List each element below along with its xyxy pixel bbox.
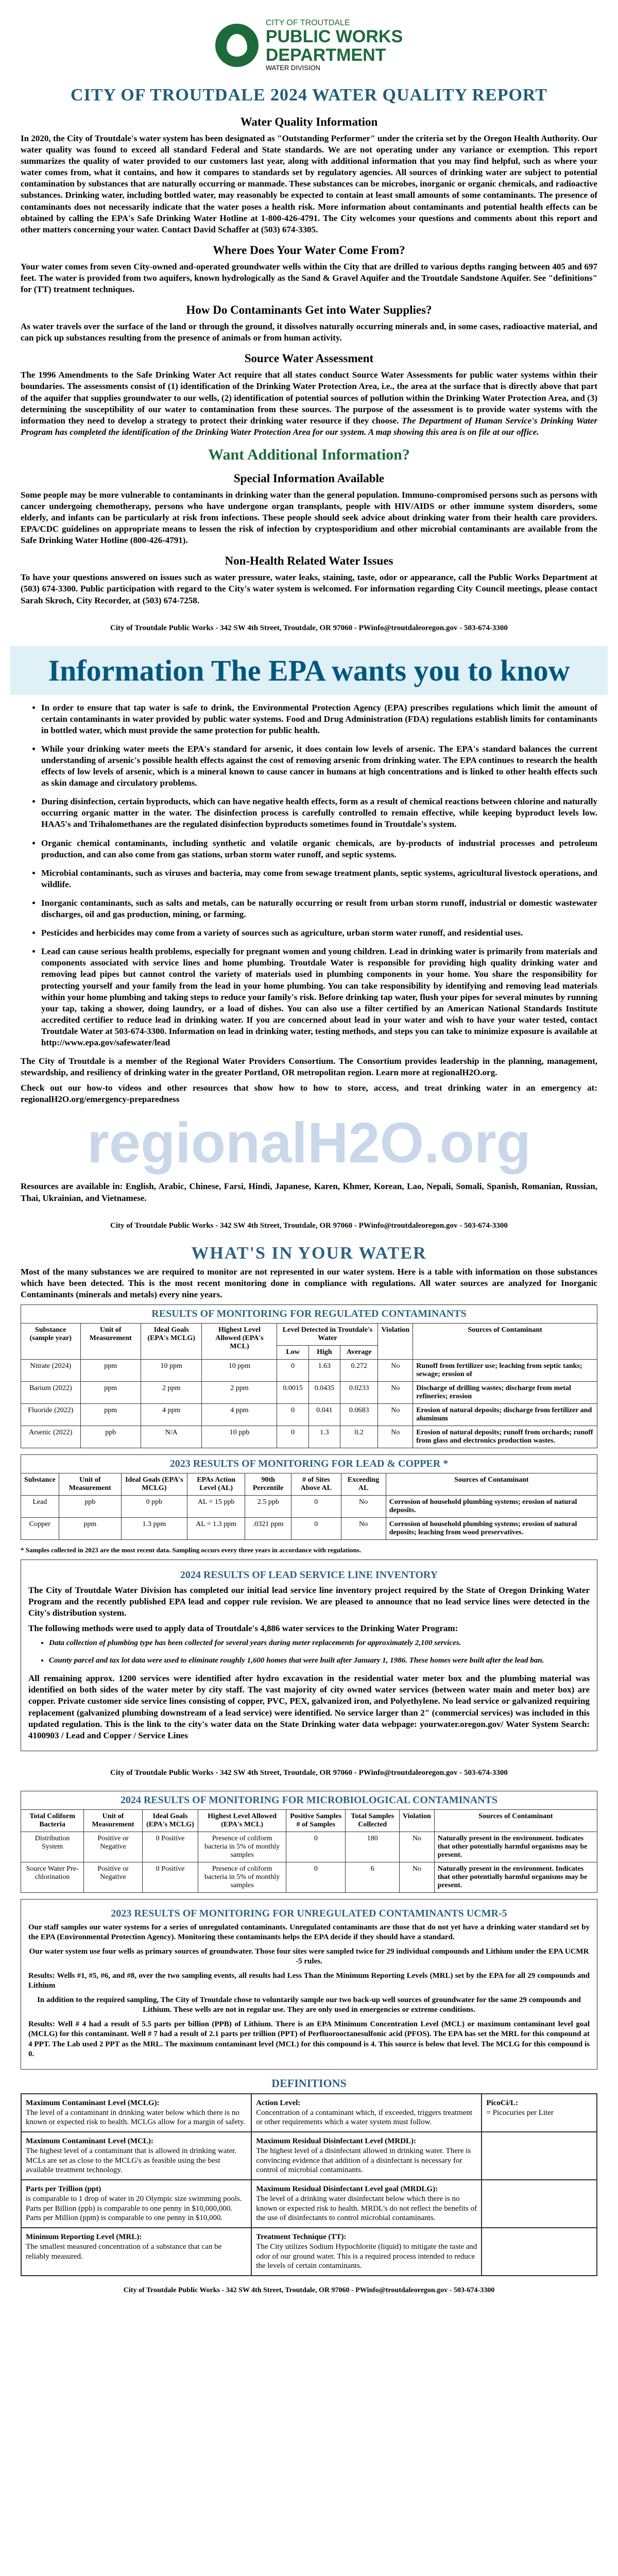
table-cell: Arsenic (2022)	[21, 1426, 81, 1448]
table-cell: 1.63	[308, 1359, 340, 1381]
definition-cell	[21, 2228, 251, 2276]
nonhealth-heading: Non-Health Related Water Issues	[225, 554, 393, 568]
col-header: Positive Samples # of Samples	[286, 1809, 346, 1832]
lsl-item: • Data collection of plumbing type has been collected for several years during meter replacements for approximately 2,100 services.	[49, 1638, 590, 1649]
ucmr-caption: 2023 RESULTS OF MONITORING FOR UNREGULATED CONTAMINANTS UCMR-5	[111, 1907, 507, 1919]
table-cell: N/A	[141, 1426, 202, 1448]
col-header: Low	[277, 1345, 308, 1359]
table-cell: Presence of coliform bacteria in 5% of monthly samples	[198, 1832, 286, 1862]
table-cell: 0	[277, 1403, 308, 1426]
table-row	[21, 1381, 597, 1403]
col-header: EPAs Action Level (AL)	[187, 1473, 245, 1495]
table-cell: ppm	[80, 1403, 141, 1426]
col-header: Violation	[400, 1809, 435, 1832]
table-cell: Positive or Negative	[84, 1832, 143, 1862]
lsl-section	[21, 1560, 597, 1751]
table-cell: Lead	[21, 1495, 59, 1517]
table-cell: .0321 ppm	[245, 1517, 291, 1539]
source-heading: Where Does Your Water Come From?	[213, 243, 405, 257]
ucmr-p2: Our water system use four wells as primary sources of groundwater. Those four sites were sampled twice for 29 individual compounds and Lithium under the EPA UCMR -5 rules.	[29, 1947, 589, 1966]
table-cell: No	[378, 1359, 413, 1381]
table-cell: Source Water Pre-chlorination	[21, 1862, 84, 1892]
table-row	[21, 1403, 597, 1426]
col-header: Sources of Contaminant	[413, 1323, 597, 1359]
table-cell: Naturally present in the environment. Indicates that other potentially harmful organisms may be present.	[434, 1832, 597, 1862]
regulated-caption: RESULTS OF MONITORING FOR REGULATED CONTAMINANTS	[21, 1304, 597, 1323]
table-cell: 6	[346, 1862, 400, 1892]
col-header: Highest Level Allowed (EPA's MCL)	[202, 1323, 277, 1359]
table-cell: No	[400, 1832, 435, 1862]
report-title: CITY OF TROUTDALE 2024 WATER QUALITY REPORT	[71, 86, 547, 105]
table-cell: 0	[291, 1517, 341, 1539]
want-heading: Want Additional Information?	[208, 446, 410, 463]
col-header: Substance	[21, 1473, 59, 1495]
contact-line: City of Troutdale Public Works - 342 SW 4th Street, Troutdale, OR 97060 - PWinfo@troutdaleoregon.gov - 503-674-3300	[123, 2286, 495, 2295]
table-cell: 1.3	[308, 1426, 340, 1448]
table-cell: 0.2	[340, 1426, 378, 1448]
table-cell: ppm	[80, 1359, 141, 1381]
table-cell: 0	[286, 1862, 346, 1892]
swa-body: The 1996 Amendments to the Safe Drinking Water Act require that all states conduct Source Water Assessments for public water systems within their boundaries. The assessments consist of (1) identification of the Drinking Water Protection Area, i.e., the area at the surface that is directly above that part of the aquifer that supplies groundwater to our wells, (2) identification of potential sources of pollution within the Drinking Water Protection Area, and (3) determining the susceptibility of our water to contamination from these sources. The purpose of the assessment is to provide water systems with the information they need to develop a strategy to protect their drinking water resource if they choose. The Department of Human Service's Drinking Water Program has completed the identification of the Drinking Water Protection Area for our system. A map showing this area is on file at our office.	[21, 370, 597, 437]
epa-item: • Microbial contaminants, such as viruses and bacteria, may come from sewage treatment plants, septic systems, agricultural livestock operations, and wildlife.	[41, 868, 597, 890]
table-row	[21, 1517, 597, 1539]
wiy-intro: Most of the many substances we are required to monitor are not represented in our water system. Here is a table with information on those substances which have been detected. This is the most recent monitoring done in compliance with regulations. All water sources are analyzed for Inorganic Contaminants (minerals and metals) every nine years.	[21, 1266, 597, 1299]
epa-item: • Organic chemical contaminants, including synthetic and volatile organic chemicals, are by-products of industrial processes and petroleum production, and can also come from gas stations, urban storm water runoff, and septic systems.	[41, 838, 597, 860]
col-header: Unit of Measurement	[84, 1809, 143, 1832]
col-header: Unit of Measurement	[59, 1473, 121, 1495]
col-header: Sources of Contaminant	[434, 1809, 597, 1832]
table-cell: Erosion of natural deposits; discharge from fertilizer and aluminum	[413, 1403, 597, 1426]
wqi-heading: Water Quality Information	[240, 115, 378, 128]
definition-text: The level of a drinking water disinfectant below which there is no known or expected risk to health. MRDL's do not reflect the benefits of the use of disinfectants to control microbial contaminants.	[256, 2194, 477, 2223]
contam-body: As water travels over the surface of the land or through the ground, it dissolves naturally occurring minerals and, in some cases, radioactive material, and can pick up substances resulting from the presence of animals or from human activity.	[21, 321, 597, 343]
definitions-heading: DEFINITIONS	[271, 2076, 347, 2090]
lsl-p2: The following methods were used to apply data of Troutdale's 4,886 water services to the Drinking Water Program:	[28, 1623, 458, 1634]
source-body: Your water comes from seven City-owned and-operated groundwater wells within the City that are drilled to various depths ranging between 405 and 697 feet. The water is provided from two aquifers, known hydrologically as the Sand & Gravel Aquifer and the Troutdale Sandstone Aquifer. See "definitions" for (TT) treatment techniques.	[21, 261, 597, 295]
definition-cell	[251, 2094, 482, 2132]
col-header: Total Samples Collected	[346, 1809, 400, 1832]
definition-cell	[482, 2094, 597, 2132]
definition-term: Maximum Residual Disinfectant Level goal (MRDLG):	[256, 2185, 438, 2194]
definition-cell	[482, 2228, 597, 2276]
definition-term: Parts per Trillion (ppt)	[26, 2185, 101, 2194]
report-page	[21, 0, 597, 2295]
table-row	[21, 1832, 597, 1862]
definition-term: Maximum Residual Disinfectant Level (MRDL):	[256, 2137, 416, 2146]
lsl-p3: All remaining approx. 1200 services were identified after hydro excavation in the residential water meter box and the plumbing material was identified on both sides of the water meter by city staff. The vast majority of city owned water services (between water main and meter box) are copper. Private customer side service lines consisting of copper, PVC, PEX, galvanized iron, and Polyethylene. No lead service or galvanized requiring replacement (galvanized plumbing downstream of a lead service) were identified. No service larger than 2" (commercial services) was included in this updated regulation. This is the link to the city's water data on the State Drinking water data webpage: yourwater.oregon.gov/ Water System Search: 4100903 / Lead and Copper / Service Lines	[28, 1673, 590, 1740]
table-cell: 0	[291, 1495, 341, 1517]
definition-cell	[482, 2132, 597, 2180]
col-header: Ideal Goals (EPA's MCLG)	[141, 1323, 202, 1359]
table-cell: 1.3 ppm	[121, 1517, 187, 1539]
ucmr-p3: In addition to the required sampling, The City of Troutdale chose to voluntarily sample our two back-up well sources of groundwater for the same 29 compounds and Lithium. These wells are not in regular use. They are only used in emergencies or extreme conditions.	[37, 1995, 581, 2014]
special-body: Some people may be more vulnerable to contaminants in drinking water than the general population. Immuno-compromised persons such as persons with cancer undergoing chemotherapy, persons who have undergone organ transplants, people with HIV/AIDS or other immune system disorders, some elderly, and infants can be particularly at risk from infections. These people should seek advice about drinking water from their health care providers. EPA/CDC guidelines on appropriate means to lessen the risk of infection by cryptosporidium and other microbial contaminants are available from the Safe Drinking Water Hotline (800-426-4791).	[21, 489, 597, 546]
col-header: Violation	[378, 1323, 413, 1359]
table-cell: 2 ppm	[202, 1381, 277, 1403]
public-works-logo	[21, 14, 597, 76]
definition-text: The smallest measured concentration of a substance that can be reliably measured.	[26, 2242, 222, 2261]
contam-heading: How Do Contaminants Get into Water Supplies?	[186, 303, 432, 317]
table-cell: 0.0435	[308, 1381, 340, 1403]
logo-line1: CITY OF TROUTDALE	[265, 19, 350, 28]
table-cell: Discharge of drilling wastes; discharge from metal refineries; erosion	[413, 1381, 597, 1403]
table-cell: Fluoride (2022)	[21, 1403, 81, 1426]
table-cell: No	[378, 1426, 413, 1448]
col-header: Level Detected in Troutdale's Water	[277, 1323, 378, 1345]
table-cell: No	[400, 1862, 435, 1892]
col-header: Sources of Contaminant	[386, 1473, 597, 1495]
micro-table	[21, 1791, 597, 1893]
definition-term: Action Level:	[256, 2098, 301, 2107]
logo-line3: DEPARTMENT	[265, 45, 386, 65]
definition-text: = Picocuries per Liter	[486, 2108, 554, 2117]
epa-item: • In order to ensure that tap water is safe to drink, the Environmental Protection Agency (EPA) prescribes regulations which limit the amount of certain contaminants in water provided by public water systems. Food and Drug Administration (FDA) regulations establish limits for contaminants in bottled water, which must provide the same protection for public health.	[41, 702, 597, 736]
definition-term: Treatment Technique (TT):	[256, 2233, 347, 2242]
micro-caption: 2024 RESULTS OF MONITORING FOR MICROBIOLOGICAL CONTAMINANTS	[21, 1791, 597, 1809]
ucmr-section	[21, 1899, 597, 2070]
table-cell: 0 Positive	[142, 1862, 198, 1892]
table-cell: Corrosion of household plumbing systems; erosion of natural deposits.	[386, 1495, 597, 1517]
definition-cell	[251, 2132, 482, 2180]
wiy-heading: WHAT'S IN YOUR WATER	[191, 1243, 427, 1263]
regional-p2: Check out our how-to videos and other resources that show how to how to store, access, and treat drinking water in an emergency at: regionalH2O.org/emergency-preparedness	[21, 1083, 597, 1105]
definition-term: PicoCi/L:	[486, 2098, 519, 2107]
water-drop-icon	[215, 24, 259, 67]
table-cell: ppb	[59, 1495, 121, 1517]
table-cell: 0.272	[340, 1359, 378, 1381]
col-header: Ideal Goals (EPA's MCLG)	[142, 1809, 198, 1832]
table-cell: ppm	[59, 1517, 121, 1539]
definition-cell	[251, 2228, 482, 2276]
table-cell: 2.5 ppb	[245, 1495, 291, 1517]
col-header: Highest Level Allowed (EPA's MCL)	[198, 1809, 286, 1832]
definition-text: is comparable to 1 drop of water in 20 Olympic size swimming pools. Parts per Billion (ppb) is comparable to one penny in $10,000,000. Parts per Million (ppm) is comparable to one penny in $10,000.	[26, 2194, 242, 2223]
definition-term: Minimum Reporting Level (MRL):	[26, 2233, 142, 2242]
table-row	[21, 1862, 597, 1892]
table-cell: 10 ppm	[141, 1359, 202, 1381]
contact-line: City of Troutdale Public Works - 342 SW 4th Street, Troutdale, OR 97060 - PWinfo@troutdaleoregon.gov - 503-674-3300	[110, 1221, 508, 1230]
table-cell: 0 ppb	[121, 1495, 187, 1517]
definition-cell	[482, 2180, 597, 2228]
col-header: Ideal Goals (EPA's MCLG)	[121, 1473, 187, 1495]
definition-text: The level of a contaminant in drinking water below which there is no known or expected risk to health. MCLGs allow for a margin of safety.	[26, 2108, 246, 2127]
col-header: # of Sites Above AL	[291, 1473, 341, 1495]
table-cell: AL = 1.3 ppm	[187, 1517, 245, 1539]
definition-cell	[21, 2132, 251, 2180]
table-cell: 0	[286, 1832, 346, 1862]
table-cell: Copper	[21, 1517, 59, 1539]
ucmr-results: Results: Wells #1, #5, #6, and #8, over the two sampling events, all results had Less Than the Minimum Reporting Levels (MRL) set by the EPA for all 29 compounds and Lithium	[28, 1971, 590, 1990]
table-cell: ppb	[80, 1426, 141, 1448]
table-cell: 0.0233	[340, 1381, 378, 1403]
logo-line2: PUBLIC WORKS	[265, 26, 403, 46]
definition-cell	[21, 2180, 251, 2228]
epa-item: • Inorganic contaminants, such as salts and metals, can be naturally occurring or result from urban storm runoff, industrial or domestic wastewater discharges, oil and gas production, mining, or farming.	[41, 897, 597, 920]
definition-text: The City utilizes Sodium Hypochlorite (liquid) to mitigate the taste and odor of our ground water. This is a required process intended to reduce the levels of certain contaminants.	[256, 2242, 477, 2270]
definition-term: Maximum Contaminant Level (MCLG):	[26, 2098, 160, 2107]
table-row	[21, 1495, 597, 1517]
epa-list	[21, 702, 597, 1048]
col-header: 90th Percentile	[245, 1473, 291, 1495]
table-cell: 4 ppm	[141, 1403, 202, 1426]
col-header: Exceeding AL	[341, 1473, 386, 1495]
lsl-caption: 2024 RESULTS OF LEAD SERVICE LINE INVENTORY	[180, 1569, 438, 1581]
table-cell: Presence of coliform bacteria in 5% of monthly samples	[198, 1862, 286, 1892]
table-cell: 4 ppm	[202, 1403, 277, 1426]
ucmr-p1: Our staff samples our water systems for a series of unregulated contaminants. Unregulated contaminants are those that do not yet have a drinking water standard set by the EPA (Environmental Protection Agency). Monitoring these contaminants helps the EPA decide if they should have a standard.	[28, 1923, 590, 1942]
ucmr-results2: Results: Well # 4 had a result of 5.5 parts per billion (PPB) of Lithium. There is an EPA Minimum Concentration Level (MCL) or maximum contaminant level goal (MCLG) for this contaminant. Well # 7 had a result of 2.1 parts per trillion (PPT) of Perfluorooctanesulfonic acid (PFOS). The EPA has set the MRL for this compound at 4 PPT. The Lab used 2 PPT as the MRL. The maximum contaminant level (MCL) for this compound is 4. This source is below that level. The MCLG for this compound is 0.	[28, 2020, 590, 2059]
definition-text: Concentration of a contaminant which, if exceeded, triggers treatment or other requirements which a water system must follow.	[256, 2108, 473, 2127]
epa-item: • While your drinking water meets the EPA's standard for arsenic, it does contain low levels of arsenic. The EPA's standard balances the current understanding of arsenic's possible health effects against the cost of removing arsenic from drinking water. The EPA continues to research the health effects of low levels of arsenic, which is a mineral known to cause cancer in humans at high concentrations and is linked to other health effects such as skin damage and circulatory problems.	[41, 743, 597, 789]
definition-term: Maximum Contaminant Level (MCL):	[26, 2137, 153, 2146]
table-cell: Corrosion of household plumbing systems; erosion of natural deposits; leaching from wood preservatives.	[386, 1517, 597, 1539]
epa-banner: Information The EPA wants you to know	[10, 646, 608, 695]
definitions-grid	[21, 2093, 597, 2276]
epa-item: • Lead can cause serious health problems, especially for pregnant women and young children. Lead in drinking water is primarily from materials and components associated with service lines and home plumbing. Troutdale Water is responsible for providing high quality drinking water and removing lead pipes but cannot control the variety of materials used in plumbing components in your home. You share the responsibility for protecting yourself and your family from the lead in your home plumbing. You can take responsibility by identifying and removing lead materials within your home plumbing and taking steps to reduce your family's risk. Before drinking tap water, flush your pipes for several minutes by running your tap, taking a shower, doing laundry, or a load of dishes. You can also use a filter certified by an American National Standards Institute accredited certifier to reduce lead in drinking water. If you are concerned about lead in your water and wish to have your water tested, contact Troutdale Water at 503-674-3300. Information on lead in drinking water, testing methods, and steps you can take to minimize exposure is available at http://www.epa.gov/safewater/lead	[41, 946, 597, 1048]
col-header: Substance (sample year)	[21, 1323, 81, 1359]
regional-languages: Resources are available in: English, Arabic, Chinese, Farsi, Hindi, Japanese, Karen, Khmer, Korean, Lao, Nepali, Somali, Spanish, Romanian, Russian, Thai, Ukrainian, and Vietnamese.	[21, 1181, 597, 1203]
col-header: Total Coliform Bacteria	[21, 1809, 84, 1832]
lsl-item: • County parcel and tax lot data were used to eliminate roughly 1,600 homes that were built after January 1, 1986. These homes were built after the lead ban.	[49, 1656, 590, 1666]
table-cell: 10 ppm	[202, 1359, 277, 1381]
table-cell: 2 ppm	[141, 1381, 202, 1403]
table-cell: ppm	[80, 1381, 141, 1403]
table-cell: AL = 15 ppb	[187, 1495, 245, 1517]
table-cell: 0 Positive	[142, 1832, 198, 1862]
logo-line4: WATER DIVISION	[265, 64, 320, 72]
table-cell: No	[378, 1381, 413, 1403]
table-cell: 10 ppb	[202, 1426, 277, 1448]
swa-heading: Source Water Assessment	[244, 352, 374, 365]
nonhealth-body: To have your questions answered on issues such as water pressure, water leaks, staining, taste, odor or appearance, call the Public Works Department at (503) 674-3300. Public participation with regard to the City's water system is welcomed. For information regarding City Council meetings, please contact Sarah Skroch, City Recorder, at (503) 674-7258.	[21, 572, 597, 605]
table-cell: 180	[346, 1832, 400, 1862]
epa-item: • During disinfection, certain byproducts, which can have negative health effects, form as a result of chemical reactions between chlorine and naturally occurring organic matter in the water. The disinfection process is carefully controlled to remain effective, while keeping byproduct levels low. HAA5's and Trihalomethanes are the regulated disinfection byproducts sometimes found in Troutdale's system.	[41, 796, 597, 830]
table-row	[21, 1426, 597, 1448]
special-heading: Special Information Available	[233, 471, 385, 485]
regional-p1: The City of Troutdale is a member of the Regional Water Providers Consortium. The Consortium provides leadership in the planning, management, stewardship, and resiliency of drinking water in the greater Portland, OR metropolitan region. Learn more at regionalH2O.org.	[21, 1056, 597, 1078]
col-header: Average	[340, 1345, 378, 1359]
contact-line: City of Troutdale Public Works - 342 SW 4th Street, Troutdale, OR 97060 - PWinfo@troutdaleoregon.gov - 503-674-3300	[110, 1768, 508, 1777]
table-cell: Naturally present in the environment. Indicates that other potentially harmful organisms may be present.	[434, 1862, 597, 1892]
lead-caption: 2023 RESULTS OF MONITORING FOR LEAD & COPPER *	[21, 1454, 597, 1473]
definition-cell	[21, 2094, 251, 2132]
table-cell: Erosion of natural deposits; runoff from orchards; runoff from glass and electronics production wastes.	[413, 1426, 597, 1448]
table-cell: 0.041	[308, 1403, 340, 1426]
lead-copper-table	[21, 1454, 597, 1540]
col-header: Unit of Measurement	[80, 1323, 141, 1359]
lead-note: * Samples collected in 2023 are the most recent data. Sampling occurs every three years in accordance with regulations.	[21, 1546, 362, 1554]
table-cell: 0.0683	[340, 1403, 378, 1426]
table-cell: Barium (2022)	[21, 1381, 81, 1403]
contact-line: City of Troutdale Public Works - 342 SW 4th Street, Troutdale, OR 97060 - PWinfo@troutdaleoregon.gov - 503-674-3300	[110, 623, 508, 632]
table-cell: 0	[277, 1426, 308, 1448]
table-cell: No	[341, 1517, 386, 1539]
table-cell: Distribution System	[21, 1832, 84, 1862]
table-cell: No	[378, 1403, 413, 1426]
wqi-body: In 2020, the City of Troutdale's water system has been designated as "Outstanding Performer" under the criteria set by the Oregon Health Authority. Our water quality was found to exceed all standard Federal and State standards. We are not operating under any variance or exemption. This report summarizes the quality of water provided to our customers last year, along with additional information that you may find helpful, such as where your water comes from, what it contains, and how it compares to standards set by regulatory agencies. All sources of drinking water are subject to potential contamination by substances that are naturally occurring or manmade. These substances can be microbes, inorganic or organic chemicals, and radioactive substances. Drinking water, including bottled water, may reasonably be expected to contain at least small amounts of some contaminants. The presence of contaminants does not necessarily indicate that the water poses a health risk. More information about contaminants and potential health effects can be obtained by calling the EPA's Safe Drinking Water Hotline at 1-800-426-4791. The City welcomes your questions and comments about this report and other matters concerning your water. Contact David Schaffer at (503) 674-3305.	[21, 133, 597, 234]
table-cell: Nitrate (2024)	[21, 1359, 81, 1381]
definition-text: The highest level of a disinfectant allowed in drinking water. There is convincing evidence that addition of a disinfectant is necessary for control of microbial contaminants.	[256, 2146, 471, 2175]
regional-watermark: regionalH2O.org	[87, 1111, 531, 1175]
table-cell: Runoff from fertilizer use; leaching from septic tanks; sewage; erosion of	[413, 1359, 597, 1381]
epa-item: • Pesticides and herbicides may come from a variety of sources such as agriculture, urban storm water runoff, and residential uses.	[41, 927, 597, 939]
regulated-table	[21, 1304, 597, 1448]
table-cell: No	[341, 1495, 386, 1517]
table-cell: 0.0015	[277, 1381, 308, 1403]
lsl-p1: The City of Troutdale Water Division has completed our initial lead service line inventory project required by the State of Oregon Drinking Water Program and the recently published EPA lead and copper rule revision. We are pleased to announce that no lead service lines were detected in the City's distribution system.	[28, 1585, 590, 1618]
table-cell: Positive or Negative	[84, 1862, 143, 1892]
definition-text: The highest level of a contaminant that is allowed in drinking water. MCLs are set as close to the MCLG's as feasible using the best available treatment technology.	[26, 2146, 237, 2175]
table-cell: 0	[277, 1359, 308, 1381]
table-row	[21, 1359, 597, 1381]
definition-cell	[251, 2180, 482, 2228]
col-header: High	[308, 1345, 340, 1359]
